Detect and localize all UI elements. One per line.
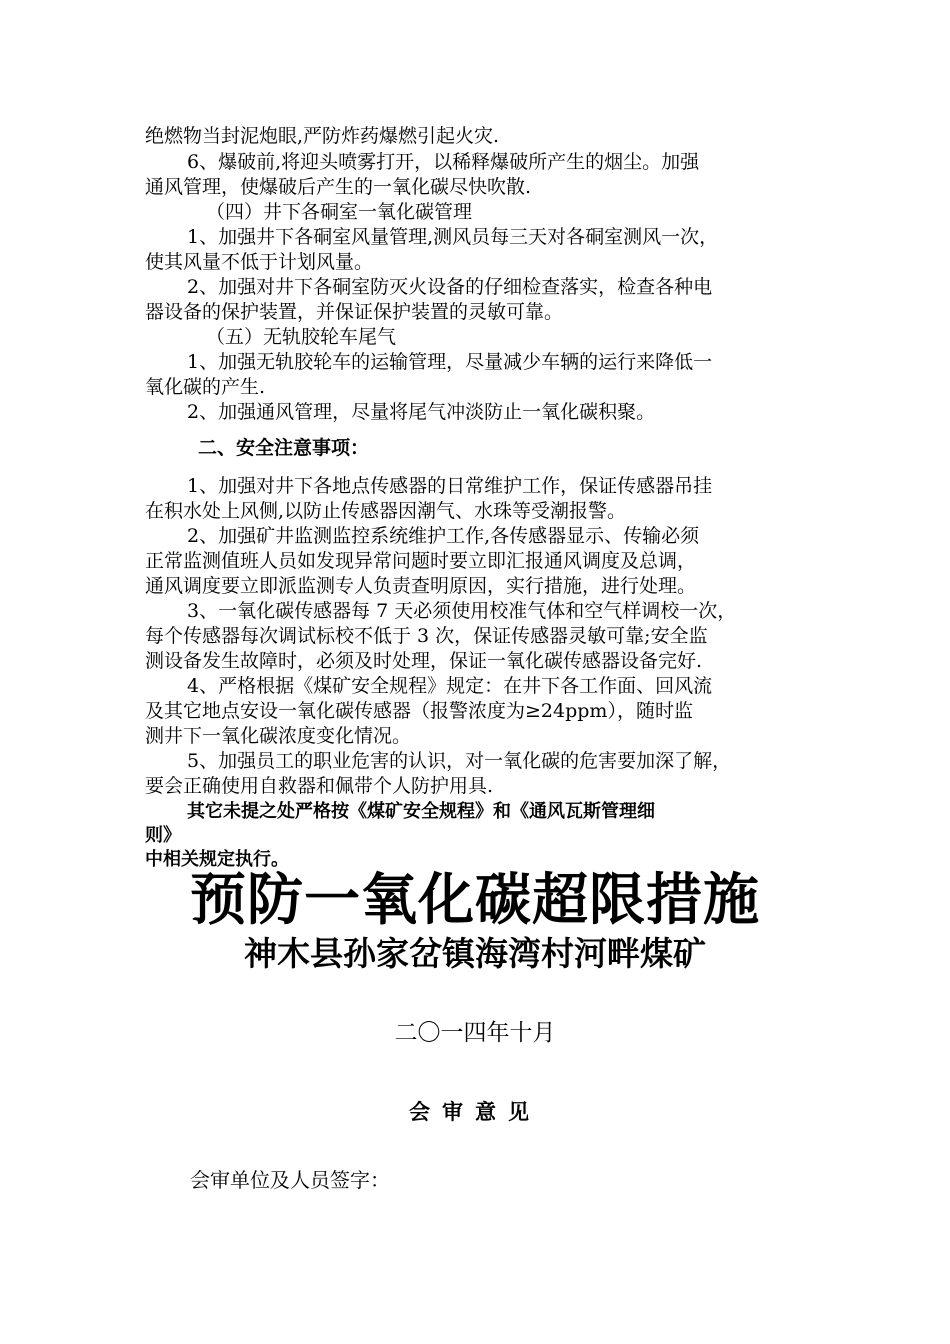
body-line: 每个传感器每次调试标校不低于 3 次，保证传感器灵敏可靠;安全监 bbox=[145, 625, 708, 647]
body-line: 4、严格根据《煤矿安全规程》规定：在井下各工作面、回风流 bbox=[187, 675, 713, 697]
body-line: 正常监测值班人员如发现异常问题时要立即汇报通风调度及总调， bbox=[145, 550, 697, 572]
closing-line: 其它未提之处严格按《煤矿安全规程》和《通风瓦斯管理细 bbox=[187, 801, 655, 822]
cover-title: 预防一氧化碳超限措施 bbox=[190, 868, 760, 933]
body-line: 5、加强员工的职业危害的认识，对一氧化碳的危害要加深了解， bbox=[187, 750, 732, 772]
body-line: 在积水处上风侧,以防止传感器因潮气、水珠等受潮报警。 bbox=[145, 500, 627, 522]
body-line: 通风管理，使爆破后产生的一氧化碳尽快吹散. bbox=[145, 176, 532, 198]
body-line: 2、加强矿井监测监控系统维护工作,各传感器显示、传输必须 bbox=[187, 525, 700, 547]
cover-date: 二〇一四年十月 bbox=[394, 1020, 556, 1046]
subsection-heading: （五）无轨胶轮车尾气 bbox=[206, 326, 397, 348]
body-line: 及其它地点安设一氧化碳传感器（报警浓度为≥24ppm），随时监 bbox=[145, 700, 693, 722]
body-line: 测设备发生故障时，必须及时处理，保证一氧化碳传感器设备完好. bbox=[145, 650, 703, 672]
cover-subtitle: 神木县孙家岔镇海湾村河畔煤矿 bbox=[244, 934, 706, 973]
section-heading: 二、安全注意事项： bbox=[198, 437, 370, 459]
closing-line: 则》 bbox=[145, 825, 181, 846]
body-line: 1、加强对井下各地点传感器的日常维护工作，保证传感器吊挂 bbox=[187, 475, 713, 497]
signature-label: 会审单位及人员签字： bbox=[190, 1168, 390, 1192]
body-line: 氧化碳的产生. bbox=[145, 376, 266, 398]
body-line: 绝燃物当封泥炮眼,严防炸药爆燃引起火灾. bbox=[145, 125, 500, 147]
body-line: 器设备的保护装置，并保证保护装置的灵敏可靠。 bbox=[145, 301, 564, 323]
body-line: 1、加强无轨胶轮车的运输管理，尽量减少车辆的运行来降低一 bbox=[187, 351, 713, 373]
closing-line: 中相关规定执行。 bbox=[145, 849, 289, 870]
body-line: 2、加强对井下各硐室防灭火设备的仔细检查落实，检查各种电 bbox=[187, 276, 713, 298]
body-line: 使其风量不低于计划风量。 bbox=[145, 251, 374, 273]
body-line: 通风调度要立即派监测专人负责查明原因，实行措施，进行处理。 bbox=[145, 575, 697, 597]
body-line: 1、加强井下各硐室风量管理,测风员每三天对各硐室测风一次， bbox=[187, 226, 719, 248]
body-line: 6、爆破前,将迎头喷雾打开，以稀释爆破所产生的烟尘。加强 bbox=[187, 151, 700, 173]
body-line: 要会正确使用自救器和佩带个人防护用具. bbox=[145, 775, 494, 797]
body-line: 3、一氧化碳传感器每 7 天必须使用校准气体和空气样调校一次， bbox=[187, 600, 737, 622]
body-line: 测井下一氧化碳浓度变化情况。 bbox=[145, 725, 412, 747]
body-line: 2、加强通风管理，尽量将尾气冲淡防止一氧化碳积聚。 bbox=[187, 401, 656, 423]
review-heading: 会审意见 bbox=[409, 1100, 541, 1124]
subsection-heading: （四）井下各硐室一氧化碳管理 bbox=[206, 201, 473, 223]
